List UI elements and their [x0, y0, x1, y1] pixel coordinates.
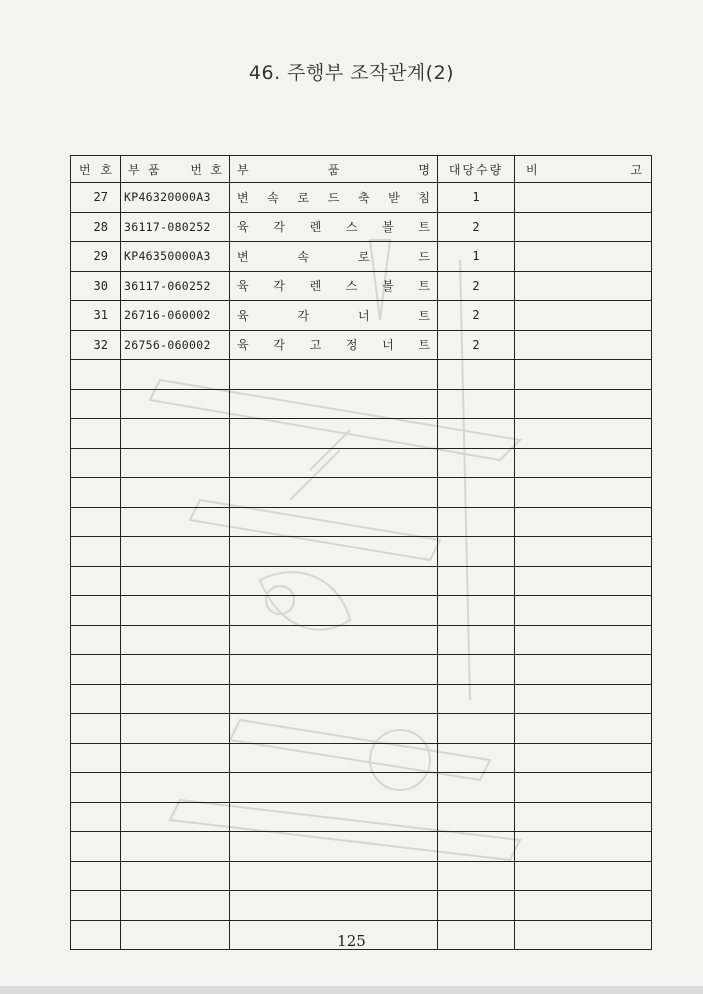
- empty-cell: [71, 596, 121, 626]
- empty-cell: [71, 625, 121, 655]
- header-part-name: 부 품 명: [230, 156, 438, 183]
- empty-cell: [230, 389, 438, 419]
- empty-cell: [71, 507, 121, 537]
- part-number: 36117-060252: [121, 271, 230, 301]
- empty-cell: [438, 596, 515, 626]
- part-number: 26756-060002: [121, 330, 230, 360]
- part-name-char: 정: [345, 338, 358, 353]
- empty-cell: [121, 684, 230, 714]
- empty-cell: [515, 596, 652, 626]
- empty-cell: [230, 478, 438, 508]
- table-row: [71, 301, 652, 331]
- page-title: 46. 주행부 조작관계(2): [248, 62, 455, 84]
- note: [515, 271, 652, 301]
- empty-row: [71, 596, 652, 626]
- part-name: [230, 212, 438, 242]
- note: [515, 301, 652, 331]
- empty-cell: [71, 478, 121, 508]
- empty-row: [71, 389, 652, 419]
- part-number: KP46350000A3: [121, 242, 230, 272]
- row-number: 31: [71, 301, 121, 331]
- empty-row: [71, 360, 652, 390]
- empty-cell: [121, 832, 230, 862]
- empty-cell: [121, 596, 230, 626]
- empty-cell: [438, 684, 515, 714]
- part-name-char: 육: [237, 220, 249, 235]
- row-number: 30: [71, 271, 121, 301]
- part-name: [230, 242, 438, 272]
- scan-edge: [0, 986, 703, 994]
- empty-cell: [515, 478, 652, 508]
- empty-cell: [515, 832, 652, 862]
- empty-cell: [230, 861, 438, 891]
- row-number: 27: [71, 183, 121, 213]
- note: [515, 183, 652, 213]
- row-number: 29: [71, 242, 121, 272]
- empty-cell: [515, 419, 652, 449]
- empty-row: [71, 743, 652, 773]
- quantity: 2: [438, 330, 515, 360]
- empty-cell: [230, 507, 438, 537]
- header-row: [71, 156, 652, 183]
- part-number: KP46320000A3: [121, 183, 230, 213]
- empty-cell: [515, 625, 652, 655]
- table-row: [71, 183, 652, 213]
- part-number: 26716-060002: [121, 301, 230, 331]
- empty-row: [71, 537, 652, 567]
- empty-cell: [438, 389, 515, 419]
- part-name-char: 각: [273, 338, 285, 353]
- quantity: 1: [438, 242, 515, 272]
- empty-cell: [515, 861, 652, 891]
- part-name-char: 속: [267, 190, 279, 205]
- empty-cell: [71, 448, 121, 478]
- empty-cell: [515, 714, 652, 744]
- part-number: 36117-080252: [121, 212, 230, 242]
- empty-cell: [121, 537, 230, 567]
- empty-cell: [121, 861, 230, 891]
- empty-cell: [121, 891, 230, 921]
- part-name-char: 드: [418, 249, 430, 264]
- empty-cell: [438, 507, 515, 537]
- empty-cell: [71, 773, 121, 803]
- empty-cell: [71, 655, 121, 685]
- empty-cell: [515, 566, 652, 596]
- empty-cell: [230, 802, 438, 832]
- empty-cell: [230, 360, 438, 390]
- empty-cell: [230, 419, 438, 449]
- part-name-char: 렌: [309, 279, 322, 294]
- part-name-char: 렌: [309, 220, 322, 235]
- empty-cell: [121, 419, 230, 449]
- empty-cell: [71, 802, 121, 832]
- part-name-char: 스: [345, 220, 358, 235]
- empty-cell: [438, 773, 515, 803]
- empty-cell: [230, 832, 438, 862]
- part-name-char: 각: [273, 220, 285, 235]
- empty-cell: [515, 389, 652, 419]
- part-name: [230, 271, 438, 301]
- empty-cell: [515, 743, 652, 773]
- row-number: 28: [71, 212, 121, 242]
- empty-cell: [71, 891, 121, 921]
- header-part-number: 부 품 번 호: [121, 156, 230, 183]
- part-name-char: 각: [273, 279, 285, 294]
- empty-cell: [438, 861, 515, 891]
- empty-row: [71, 566, 652, 596]
- empty-cell: [515, 448, 652, 478]
- empty-cell: [230, 743, 438, 773]
- empty-cell: [438, 537, 515, 567]
- part-name-char: 너: [357, 308, 370, 323]
- part-name-char: 각: [297, 308, 310, 323]
- empty-cell: [121, 802, 230, 832]
- part-name: [230, 330, 438, 360]
- part-name-char: 받: [388, 190, 400, 205]
- empty-row: [71, 655, 652, 685]
- empty-cell: [230, 714, 438, 744]
- empty-cell: [230, 596, 438, 626]
- part-name-char: 로: [357, 249, 370, 264]
- empty-cell: [515, 684, 652, 714]
- empty-row: [71, 478, 652, 508]
- empty-cell: [71, 389, 121, 419]
- empty-cell: [121, 773, 230, 803]
- empty-cell: [438, 891, 515, 921]
- empty-cell: [71, 684, 121, 714]
- empty-cell: [71, 714, 121, 744]
- empty-cell: [71, 832, 121, 862]
- part-name-char: 볼: [382, 279, 394, 294]
- empty-row: [71, 625, 652, 655]
- empty-row: [71, 448, 652, 478]
- part-name-char: 트: [418, 338, 430, 353]
- empty-row: [71, 419, 652, 449]
- empty-cell: [515, 773, 652, 803]
- empty-cell: [121, 478, 230, 508]
- empty-cell: [71, 419, 121, 449]
- empty-cell: [121, 566, 230, 596]
- empty-cell: [515, 360, 652, 390]
- empty-cell: [121, 448, 230, 478]
- empty-cell: [230, 625, 438, 655]
- part-name-char: 변: [237, 249, 249, 264]
- part-name-char: 육: [237, 308, 249, 323]
- empty-cell: [438, 360, 515, 390]
- empty-cell: [71, 861, 121, 891]
- part-name-char: 속: [297, 249, 310, 264]
- empty-cell: [515, 537, 652, 567]
- empty-cell: [438, 802, 515, 832]
- page-number: 125: [337, 932, 366, 950]
- note: [515, 330, 652, 360]
- empty-cell: [515, 507, 652, 537]
- quantity: 2: [438, 301, 515, 331]
- empty-cell: [515, 891, 652, 921]
- table-row: [71, 242, 652, 272]
- empty-cell: [230, 655, 438, 685]
- empty-row: [71, 861, 652, 891]
- empty-cell: [230, 448, 438, 478]
- empty-row: [71, 891, 652, 921]
- empty-row: [71, 507, 652, 537]
- empty-cell: [438, 655, 515, 685]
- part-name-char: 육: [237, 338, 249, 353]
- part-name-char: 스: [345, 279, 358, 294]
- empty-cell: [121, 743, 230, 773]
- empty-cell: [438, 478, 515, 508]
- quantity: 1: [438, 183, 515, 213]
- empty-cell: [121, 655, 230, 685]
- part-name-char: 로: [297, 190, 310, 205]
- part-name-char: 트: [418, 220, 430, 235]
- empty-cell: [230, 773, 438, 803]
- empty-cell: [230, 566, 438, 596]
- part-name: [230, 301, 438, 331]
- part-name-char: 변: [237, 190, 249, 205]
- note: [515, 212, 652, 242]
- empty-cell: [515, 802, 652, 832]
- part-name-char: 너: [382, 338, 394, 353]
- empty-cell: [121, 507, 230, 537]
- empty-row: [71, 714, 652, 744]
- empty-row: [71, 684, 652, 714]
- empty-cell: [438, 419, 515, 449]
- empty-cell: [71, 566, 121, 596]
- part-name-char: 육: [237, 279, 249, 294]
- parts-table-body: [71, 183, 652, 950]
- part-name-char: 트: [418, 279, 430, 294]
- empty-cell: [438, 832, 515, 862]
- empty-row: [71, 802, 652, 832]
- header-no: 번 호: [71, 156, 121, 183]
- empty-cell: [71, 743, 121, 773]
- parts-table: [70, 155, 652, 950]
- row-number: 32: [71, 330, 121, 360]
- empty-cell: [438, 743, 515, 773]
- empty-row: [71, 773, 652, 803]
- part-name: [230, 183, 438, 213]
- empty-cell: [121, 714, 230, 744]
- quantity: 2: [438, 271, 515, 301]
- part-name-char: 볼: [382, 220, 394, 235]
- empty-row: [71, 832, 652, 862]
- part-name-char: 드: [327, 190, 340, 205]
- part-name-char: 고: [309, 338, 322, 353]
- empty-cell: [230, 891, 438, 921]
- part-name-char: 침: [418, 190, 430, 205]
- empty-cell: [71, 537, 121, 567]
- table-row: [71, 330, 652, 360]
- note: [515, 242, 652, 272]
- empty-cell: [438, 625, 515, 655]
- table-row: [71, 271, 652, 301]
- empty-cell: [121, 625, 230, 655]
- empty-cell: [121, 389, 230, 419]
- part-name-char: 축: [357, 190, 370, 205]
- header-quantity: 대당수량: [438, 156, 515, 183]
- empty-cell: [230, 537, 438, 567]
- empty-cell: [71, 360, 121, 390]
- empty-cell: [438, 566, 515, 596]
- empty-cell: [438, 714, 515, 744]
- empty-cell: [230, 684, 438, 714]
- empty-cell: [438, 448, 515, 478]
- header-note: 비 고: [515, 156, 652, 183]
- empty-cell: [121, 360, 230, 390]
- table-row: [71, 212, 652, 242]
- empty-cell: [515, 655, 652, 685]
- part-name-char: 트: [418, 308, 430, 323]
- quantity: 2: [438, 212, 515, 242]
